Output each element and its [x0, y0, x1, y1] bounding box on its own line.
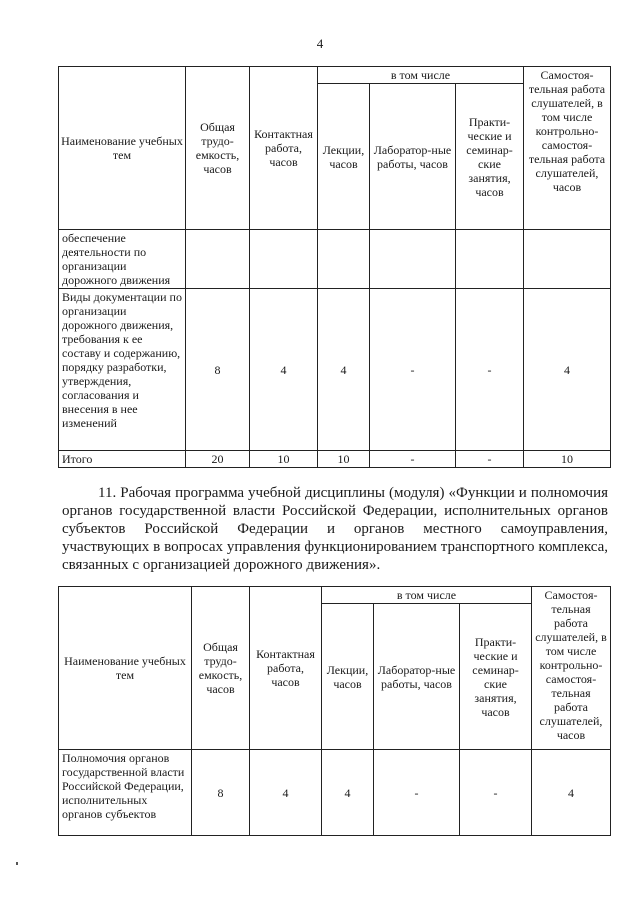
header-contact-hours: Контактная работа, часов: [250, 67, 318, 230]
cell-lab: -: [374, 750, 460, 836]
cell-lectures: 4: [318, 289, 370, 451]
scan-artifact: [16, 862, 18, 865]
header-topic: Наименование учебных тем: [59, 67, 186, 230]
cell-topic: Полномочия органов государственной власти Российской Федерации, исполнительных органов субъектов: [59, 750, 192, 836]
header-topic: Наименование учебных тем: [59, 587, 192, 750]
cell-total: 8: [192, 750, 250, 836]
header-lectures: Лекции, часов: [318, 84, 370, 230]
header-lab: Лаборатор-ные работы, часов: [374, 604, 460, 750]
cell-contact: 4: [250, 750, 322, 836]
table-row: [59, 289, 611, 451]
cell-self-study: 4: [532, 750, 611, 836]
section-11-text: 11. Рабочая программа учебной дисциплины (модуля) «Функции и полномочия органов государственной власти Российской Федерации, исполнительных органов субъектов Российской Федерации и органов местного самоуправления, участвующих в вопросах управления функционированием транспортного комплекса, связанных с организацией дорожного движения».: [62, 485, 608, 573]
table-row-total: [59, 451, 611, 468]
cell-total: 8: [186, 289, 250, 451]
header-total-hours: Общая трудо-емкость, часов: [186, 67, 250, 230]
cell-lab: -: [370, 451, 456, 468]
header-self-study: Самостоя-тельная работа слушателей, в том числе контрольно-самостоя-тельная работа слушателей, часов: [524, 67, 611, 230]
cell-practical: -: [456, 451, 524, 468]
header-practical: Практи-ческие и семинар-ские занятия, часов: [460, 604, 532, 750]
header-including: в том числе: [322, 587, 532, 604]
cell-total: 20: [186, 451, 250, 468]
cell-lab: -: [370, 289, 456, 451]
cell-contact: 10: [250, 451, 318, 468]
header-including: в том числе: [318, 67, 524, 84]
header-lab: Лаборатор-ные работы, часов: [370, 84, 456, 230]
header-self-study: Самостоя-тельная работа слушателей, в том числе контрольно-самостоя-тельная работа слушателей, часов: [532, 587, 611, 750]
table-row: [59, 230, 611, 289]
cell-contact: 4: [250, 289, 318, 451]
curriculum-table-2: [58, 586, 611, 836]
cell-topic: Виды документации по организации дорожного движения, требования к ее составу и содержанию, порядку разработки, утверждения, согласования и внесения в нее изменений: [59, 289, 186, 451]
cell-topic: Итого: [59, 451, 186, 468]
cell-practical: -: [456, 289, 524, 451]
cell-practical: [456, 230, 524, 289]
cell-lab: [370, 230, 456, 289]
header-lectures: Лекции, часов: [322, 604, 374, 750]
cell-lectures: 10: [318, 451, 370, 468]
header-total-hours: Общая трудо-емкость, часов: [192, 587, 250, 750]
table-row: [59, 750, 611, 836]
cell-total: [186, 230, 250, 289]
cell-self-study: [524, 230, 611, 289]
cell-topic: обеспечение деятельности по организации дорожного движения: [59, 230, 186, 289]
section-11-paragraph: [62, 484, 608, 574]
header-contact-hours: Контактная работа, часов: [250, 587, 322, 750]
header-practical: Практи-ческие и семинар-ские занятия, часов: [456, 84, 524, 230]
cell-practical: -: [460, 750, 532, 836]
cell-lectures: [318, 230, 370, 289]
cell-contact: [250, 230, 318, 289]
curriculum-table-1: [58, 66, 611, 468]
cell-lectures: 4: [322, 750, 374, 836]
cell-self-study: 10: [524, 451, 611, 468]
page-number: 4: [316, 36, 324, 51]
cell-self-study: 4: [524, 289, 611, 451]
